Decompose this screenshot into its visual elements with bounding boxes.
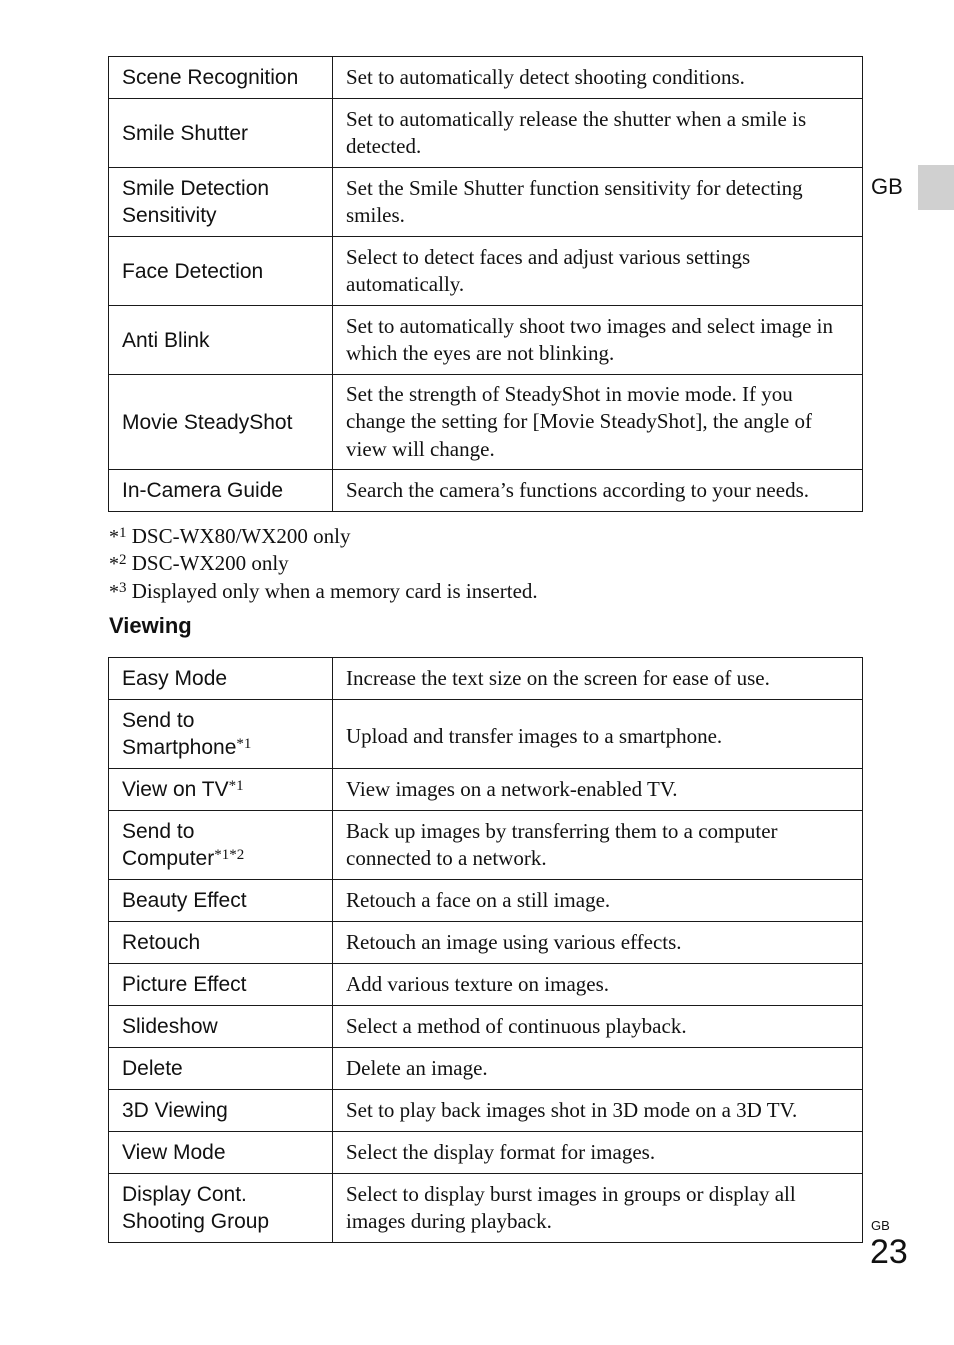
function-description: View images on a network-enabled TV. [333,769,863,811]
function-name: Beauty Effect [109,880,333,922]
footnote-mark: *1*2 [214,847,245,863]
table-row [109,922,863,964]
table-row [109,1174,863,1243]
function-name: Scene Recognition [109,57,333,99]
section-heading: Viewing [109,613,192,638]
function-description: Retouch a face on a still image. [333,880,863,922]
table-row [109,168,863,237]
table-row [109,769,863,811]
function-name: Picture Effect [109,964,333,1006]
function-description: Set to automatically detect shooting conditions. [333,57,863,99]
table-row [109,1006,863,1048]
footnote: *$^2$ DSC-WX200 only [109,551,289,575]
function-name: Movie SteadyShot [109,375,333,470]
table-row [109,700,863,769]
function-description: Back up images by transferring them to a computer connected to a network. [333,811,863,880]
footnote: *$^1$ DSC-WX80/WX200 only [109,524,351,548]
side-tab-label: GB [871,174,903,199]
function-description: Select to display burst images in groups or display all images during playback. [333,1174,863,1243]
function-name: 3D Viewing [109,1090,333,1132]
function-name: Face Detection [109,237,333,306]
table-row [109,375,863,470]
table-row [109,964,863,1006]
function-name: Smile Detection Sensitivity [109,168,333,237]
function-name: View Mode [109,1132,333,1174]
function-description: Set to automatically release the shutter when a smile is detected. [333,99,863,168]
table-row [109,658,863,700]
table-row [109,811,863,880]
function-description: Set the Smile Shutter function sensitivity for detecting smiles. [333,168,863,237]
function-description: Add various texture on images. [333,964,863,1006]
viewing-functions-table [108,657,863,1243]
table-row [109,470,863,512]
function-description: Set the strength of SteadyShot in movie mode. If you change the setting for [Movie SteadyShot], the angle of view will change. [333,375,863,470]
function-name: Display Cont. Shooting Group [109,1174,333,1243]
function-name: View on TV$^{*1}$ [109,769,333,811]
footnote: *$^3$ Displayed only when a memory card is inserted. [109,579,538,603]
shooting-functions-table [108,56,863,512]
function-name: Send to Smartphone$^{*1}$ [109,700,333,769]
function-description: Select to detect faces and adjust various settings automatically. [333,237,863,306]
function-name: Easy Mode [109,658,333,700]
function-name: Anti Blink [109,306,333,375]
table-row [109,237,863,306]
function-description: Upload and transfer images to a smartphone. [333,700,863,769]
function-description: Set to automatically shoot two images and select image in which the eyes are not blinking. [333,306,863,375]
table-row [109,1048,863,1090]
side-tab-marker [918,165,954,210]
table-row [109,306,863,375]
page-region-label: GB [871,1218,890,1233]
function-name: Smile Shutter [109,99,333,168]
function-description: Delete an image. [333,1048,863,1090]
function-description: Search the camera’s functions according to your needs. [333,470,863,512]
function-description: Select the display format for images. [333,1132,863,1174]
function-description: Increase the text size on the screen for ease of use. [333,658,863,700]
table-row [109,1132,863,1174]
table-row [109,99,863,168]
function-description: Retouch an image using various effects. [333,922,863,964]
function-name: Send to Computer$^{*1*2}$ [109,811,333,880]
function-name: Retouch [109,922,333,964]
footnote-mark: *1 [236,736,252,752]
function-description: Select a method of continuous playback. [333,1006,863,1048]
page-number: 23 [870,1233,908,1271]
table-row [109,1090,863,1132]
function-name: Delete [109,1048,333,1090]
function-description: Set to play back images shot in 3D mode on a 3D TV. [333,1090,863,1132]
table-row [109,57,863,99]
function-name: Slideshow [109,1006,333,1048]
function-name: In-Camera Guide [109,470,333,512]
table-row [109,880,863,922]
footnote-mark: *1 [228,778,244,794]
